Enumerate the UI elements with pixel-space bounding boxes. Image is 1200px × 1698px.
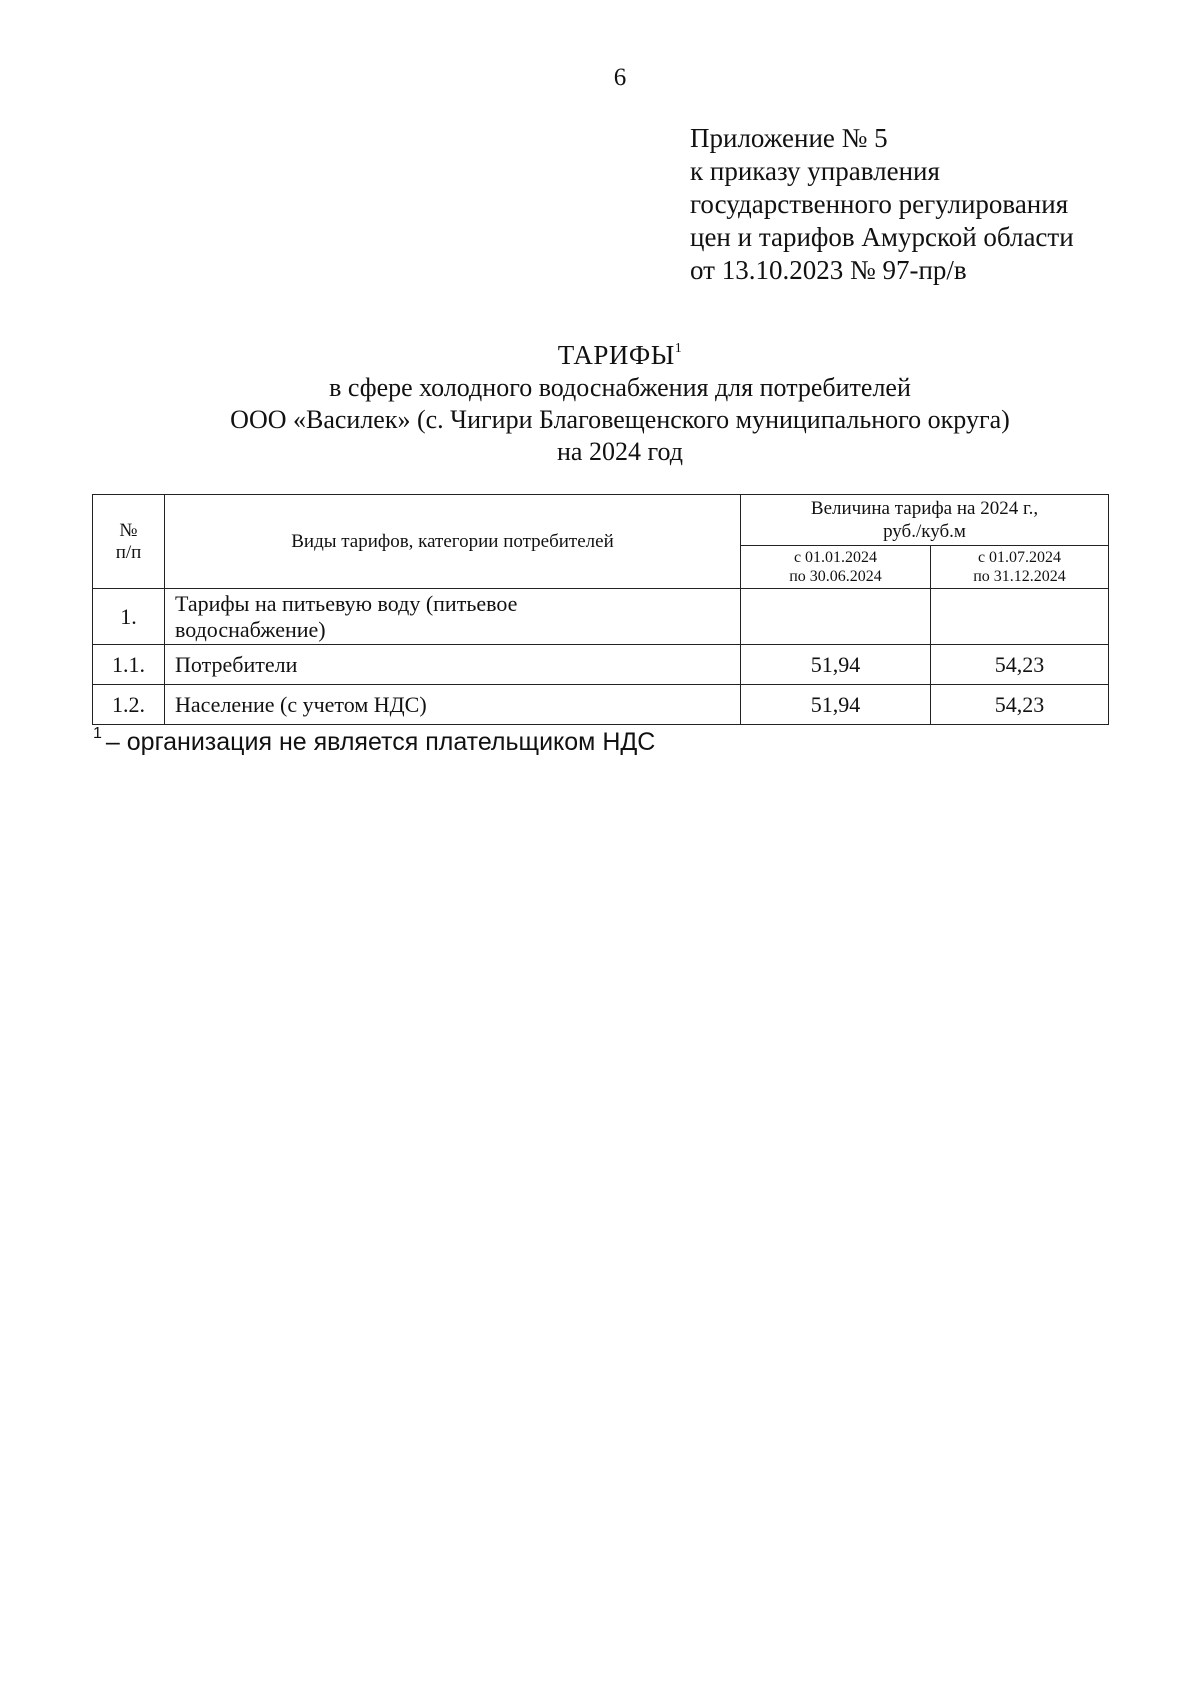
row-number: 1. bbox=[93, 589, 165, 645]
header-period-1 bbox=[741, 546, 931, 589]
table-row bbox=[93, 645, 1109, 685]
appendix-block bbox=[690, 122, 1074, 287]
document-title bbox=[0, 338, 1200, 468]
appendix-line: от 13.10.2023 № 97-пр/в bbox=[690, 255, 967, 285]
row-name: Потребители bbox=[165, 645, 741, 685]
row-name bbox=[165, 589, 741, 645]
header-kind: Виды тарифов, категории потребителей bbox=[165, 495, 741, 589]
row-value-period-1 bbox=[741, 589, 931, 645]
header-value-line1: Величина тарифа на 2024 г., bbox=[810, 498, 1039, 519]
table-row bbox=[93, 589, 1109, 645]
appendix-line: цен и тарифов Амурской области bbox=[690, 222, 1074, 252]
table-header-row bbox=[93, 495, 1109, 546]
row-value-period-2 bbox=[931, 589, 1109, 645]
page-number: 6 bbox=[613, 64, 627, 91]
header-number-line2: п/п bbox=[115, 541, 142, 563]
appendix-line: государственного регулирования bbox=[690, 189, 1069, 219]
appendix-line: к приказу управления bbox=[690, 156, 940, 186]
footnote bbox=[93, 727, 655, 761]
row-name-line1: Тарифы на питьевую воду (питьевое bbox=[175, 590, 518, 616]
period-2-start: с 01.07.2024 bbox=[977, 549, 1062, 566]
header-period-2 bbox=[931, 546, 1109, 589]
row-value-period-1: 51,94 bbox=[741, 685, 931, 725]
title-footnote-mark: 1 bbox=[674, 341, 683, 356]
tariff-table bbox=[92, 494, 1109, 725]
title-line: на 2024 год bbox=[557, 437, 683, 466]
period-1-end: по 30.06.2024 bbox=[789, 568, 882, 585]
table-row bbox=[93, 685, 1109, 725]
row-value-period-2: 54,23 bbox=[931, 645, 1109, 685]
title-line: ООО «Василек» (с. Чигири Благовещенского муниципального округа) bbox=[230, 405, 1010, 434]
appendix-line: Приложение № 5 bbox=[690, 123, 888, 153]
row-value-period-2: 54,23 bbox=[931, 685, 1109, 725]
title-line: в сфере холодного водоснабжения для потребителей bbox=[329, 373, 911, 402]
header-value bbox=[741, 495, 1109, 546]
period-1-start: с 01.01.2024 bbox=[793, 549, 878, 566]
header-number bbox=[93, 495, 165, 589]
row-name: Население (с учетом НДС) bbox=[165, 685, 741, 725]
period-2-end: по 31.12.2024 bbox=[973, 568, 1066, 585]
footnote-mark: 1 bbox=[93, 725, 102, 742]
title-text: ТАРИФЫ bbox=[557, 340, 675, 370]
row-name-line2: водоснабжение) bbox=[175, 616, 326, 642]
title-main bbox=[0, 338, 1200, 372]
row-value-period-1: 51,94 bbox=[741, 645, 931, 685]
header-number-line1: № bbox=[119, 519, 138, 541]
header-value-line2: руб./куб.м bbox=[883, 521, 966, 542]
row-number: 1.2. bbox=[93, 685, 165, 725]
row-number: 1.1. bbox=[93, 645, 165, 685]
footnote-text: – организация не является плательщиком НДС bbox=[105, 728, 656, 756]
